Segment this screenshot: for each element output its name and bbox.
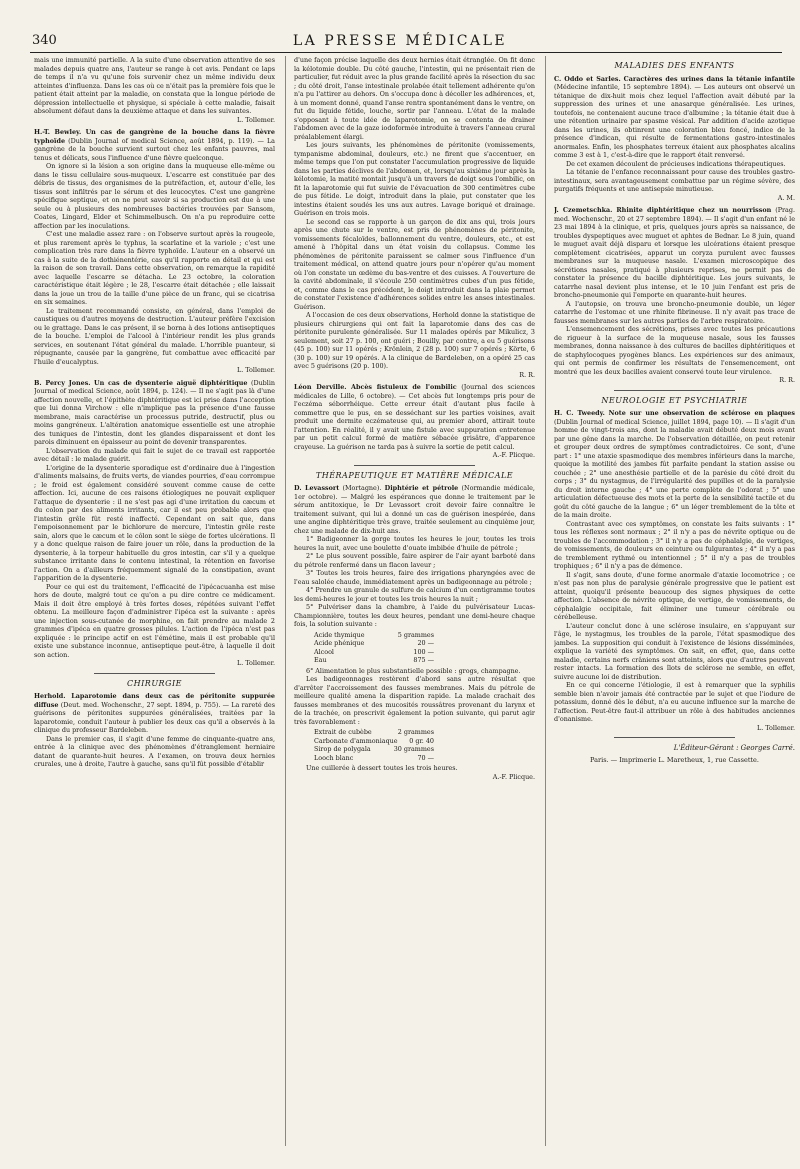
article-author: H. C. Tweedy. [554,409,605,417]
page-number: 340 [32,33,57,48]
paragraph: A l'autopsie, on trouva une broncho-pneumonie double, un léger catarrhe de l'estomac et une rhinite fibrineuse. Il n'y avait pas trace de fausses membranes sur les autres parties de l'arbre respiratoire. [554,299,795,325]
article-heading [34,379,275,447]
signature: A. M. [777,193,795,202]
article-heading [294,383,535,451]
prescription-line [314,745,434,754]
article-author: Léon Derville. [294,383,347,391]
signature: L. Tollemer. [756,723,795,732]
column-rule-2 [545,56,546,1146]
column-rule-1 [285,56,286,1146]
footer-rule [614,737,735,738]
paragraph: A l'occasion de ces deux observations, Herhold donne la statistique de plusieurs chirurgiens qui ont fait la laparotomie dans des cas de péritonite purulente généralisée. Sur 11 malades opérés par Mikulicz, 3 seulement, soit 27 p. 100, ont guéri ; Bouilly, par contre, a eu 5 guérisons (45 p. 100) sur 11 opérés ; Krönlein, 2 (28 p. 100) sur 7 opérés ; Körte, 6 (30 p. 100) sur 19 opérés. A la clinique de Bardeleben, on a opéré 25 cas avec 5 guérisons (20 p. 100). [294,311,535,370]
section-rule [614,390,735,391]
section-rule [94,673,215,674]
ingredient-name: Alcool [314,647,334,656]
section-heading: MALADIES DES ENFANTS [614,61,735,70]
ingredient-quantity: 100 — [413,647,434,656]
list-item: 3° Toutes les trois heures, faire des irrigations pharyngées avec de l'eau salolée chaude, immédiatement après un badigeonnage au pétrole ; [294,569,535,586]
section-heading: THÉRAPEUTIQUE ET MATIÈRE MÉDICALE [315,470,514,480]
publisher-line: L'Éditeur-Gérant : Georges Carré. [673,744,795,752]
article-reference: (Médecine infantile, 15 septembre 1894). — Les auteurs ont observé un tétanique de dix-huit mois chez lequel l'affection avait débuté par la suppression des urines et une anasarque généralisée. Les urines, toutefois, ne contenaient aucune trace d'albumine ; la tétanie était due à une rétention urinaire par spasme vésical. Par addition d'acide azotique dans les urines, ils obtinrent une coloration bleu foncé, indice de la présence d'indican, qui résulte de fermentations gastro-intestinales anormales. Enfin, les phosphates terreux étaient aux phosphates alcalins comme 3 est à 1, c'est-à-dire que le rapport était renversé. [554,83,795,159]
column-3 [554,56,795,1136]
ingredient-name: Acide phénique [314,639,365,647]
section-heading: NEUROLOGIE ET PSYCHIATRIE [601,395,748,405]
article-title: Diphtérie et pétrole [384,484,459,492]
article-title: Note sur une observation de sclérose en plaques [608,409,795,417]
article-place: (Mortagne). [342,484,382,492]
article-reference: (Deut. med. Wochenschr., 27 sept. 1894, p. 755). — La rareté des guérisons de péritonites suppurées généralisées, traitées par la laparotomie, conduit l'auteur à publier les deux cas qu'il a observés à la clinique du professeur Bardeleben. [34,700,275,734]
paragraph: Le second cas se rapporte à un garçon de dix ans qui, trois jours après une chute sur le ventre, est pris de phénomènes de péritonite, vomissements fécaloïdes, ballonnement du ventre, douleurs, etc., et est amené à l'hôpital dans un état voisin du collapsus. Comme les phénomènes de péritonite paraissent se calmer sous l'influence d'un traitement médical, on attend quatre jours pour n'opérer qu'au moment où l'on constate un œdème du bas-ventre et des cuisses. A l'ouverture de la cavité abdominale, il s'écoule 250 centimètres cubes d'un pus fétide, et, comme dans le cas précédent, le doigt introduit dans la plaie permet de constater l'existence d'adhérences solides entre les anses intestinales. Guérison. [294,217,535,311]
list-item: 1° Badigeonner la gorge toutes les heures le jour, toutes les trois heures la nuit, avec une boulette d'ouate imbibée d'huile de pétrole ; [294,535,535,552]
article-heading [34,128,275,162]
running-title: LA PRESSE MÉDICALE [292,33,508,49]
ingredient-quantity: 2 grammes [397,728,434,736]
paragraph: Pour ce qui est du traitement, l'efficacité de l'ipécacuanha est mise hors de doute, malgré tout ce qu'on a pu dire contre ce médicament. Mais il doit être employé à très fortes doses, répétées suivant l'effet obtenu. La meilleure façon d'administrer l'ipéca est la suivante : après une injection sous-cutanée de morphine, on fait prendre au malade 2 grammes d'ipéca en quatre grosses pilules. L'action de l'ipéca n'est pas expliquée : le principe actif en est l'émétine, mais il est probable qu'il existe une substance inconnue, antiseptique peut-être, à laquelle il doit son action. [34,582,275,659]
article-author: J. Czemetschka. [554,206,613,214]
paragraph: En ce qui concerne l'étiologie, il est à remarquer que la syphilis semble bien n'avoir jamais été contractée par le sujet et que l'iodure de potassium, donné dès le début, n'a eu aucune influence sur la marche de l'affection. Peut-être faut-il attribuer un rôle à des habitudes anciennes d'onanisme. [554,681,795,723]
paragraph: L'origine de la dysenterie sporadique est d'ordinaire due à l'ingestion d'aliments malsains, de fruits verts, de viandes pourries, d'eau corrompue ; le froid est également considéré souvent comme cause de cette affection. Ici, aucune de ces raisons étiologiques ne pouvait expliquer l'attaque de dysenterie : il ne s'est pas agi d'une irritation du cæcum et du colon par des aliments irritants, car il est peu probable alors que l'intestin grêle fût resté inaffecté. Cependant on sait que, dans l'empoisonnement par le bichlorure de mercure, l'intestin grêle reste sain, alors que le cæcum et le côlon sont le siège de fortes ulcérations. Il y a donc quelque raison de faire jouer un rôle, dans la production de la dysenterie, à la torpeur habituelle du gros intestin, car s'il y a quelque substance irritante dans le contenu intestinal, la rétention en favorise l'action. On a d'ailleurs fréquemment signalé de la constipation, avant l'apparition de la dysenterie. [34,463,275,582]
prescription-1 [314,631,535,665]
article-reference: (Normandie médicale, 1er octobre). — Malgré les espérances que donne le traitement par le sérum antitoxique, le Dr Levassort croit devoir faire connaître le traitement suivant, qui lui a donné un cas de guérison inespérée, dans une angine diphtéritique très grave, traitée seulement au cinquième jour, chez une malade de dix-huit ans. [294,484,535,535]
paragraph: Une cuillerée à dessert toutes les trois heures. [306,764,458,772]
paragraph: 6° Alimentation le plus substantielle possible : grogs, champagne. [306,666,521,675]
column-2 [294,56,535,1136]
ingredient-quantity: 30 grammes [393,745,434,753]
article-reference: (Prag. med. Wochenschr., 20 et 27 septembre 1894). — Il s'agit d'un enfant né le 23 mai 1894 à la clinique, et pris, quelques jours après sa naissance, de troubles dyspeptiques avec muguet et aphtes de Bednar. Le 8 juin, quand le muguet avait déjà disparu et lorsque les ulcérations étaient presque complètement cicatrisées, apparut un coryza purulent avec fausses membranes sur la muqueuse nasale. L'examen microscopique des sécrétions nasales, pratiqué à plusieurs reprises, ne permit pas de constater la présence du bacille diphtéritique. Les jours suivants, le catarrhe nasal devient plus intense, et le 10 juin l'enfant est pris de broncho-pneumonie qui l'emporte en quarante-huit heures. [554,206,795,299]
article-title: Laparotomie dans deux cas de péritonite suppurée diffuse [34,692,275,709]
section-heading: CHIRURGIE [127,678,182,688]
article-heading [554,75,795,160]
prescription-line [314,737,434,746]
prescription-line [314,639,434,648]
article-title: Un cas de dysenterie aiguë diphtéritique [94,378,248,387]
section-rule [354,465,475,466]
ingredient-name: Acide thymique [314,630,365,639]
ingredient-name: Looch blanc [314,753,354,762]
prescription-line [314,754,434,763]
paragraph: C'est une maladie assez rare : on l'observe surtout après la rougeole, et plus rarement après le typhus, la scarlatine et la variole ; c'est une complication très rare dans la fièvre typhoïde. L'auteur en a observé un cas à la suite de la dothiénentérie, cas qu'il rapporte en détail et qui est la raison de son travail. Dans cette observation, on remarque la rapidité avec laquelle l'escarre se détacha. Le 23 octobre, la coloration caractéristique était légère ; le 28, l'escarre était détachée ; elle laissait dans la joue un trou de la taille d'une pièce de un franc, qui se cicatrisa en six semaines. [34,230,275,306]
article-reference: (Journal des sciences médicales de Lille, 6 octobre). — Cet abcès fut longtemps pris pour de l'eczéma séborrhéique. Cette erreur était d'autant plus facile à commettre que le pus, en se desséchant sur les parties voisines, avait produit une dermite eczémateuse qui, au premier abord, attirait toute l'attention. En réalité, il y avait une fistule avec suppuration entretenue par un petit calcul formé de matière sébacée grisâtre, d'apparence crayeuse. La guérison ne tarda pas à suivre la sortie de petit calcul. [294,383,535,451]
signature: L. Tollemer. [236,115,275,124]
article-reference: (Dublin Journal of medical Science, juillet 1894, page 10). — Il s'agit d'un homme de vingt-trois ans, dont la maladie avait débuté deux mois avant par une gêne dans la marche. De l'observation détaillée, on peut retenir et grouper deux ordres de symptômes contradictoires. Ce sont, d'une part : 1° une ataxie spasmodique des membres inférieurs dans la marche, quoique la motilité des jambes fût parfaite pendant la station assise ou couchée ; 2° une anesthésie partielle et de la parésie du côté droit du corps ; 3° du nystagmus, de l'irrégularité des pupilles et de la paralysie du droit interne gauche ; 4° une perte complète de l'odorat ; 5° une articulation défectueuse des mots et la perte de la sensibilité tactile et du goût du côté gauche de la langue ; 6° un léger tremblement de la tête et de la main droite. [554,417,795,519]
signature: R. R. [779,376,795,384]
prescription-line [314,656,434,665]
ingredient-quantity: 5 grammes [397,630,434,639]
signature: L. Tollemer. [236,659,275,667]
article-heading [554,206,795,300]
article-author: Herhold. [34,692,66,700]
paragraph: Dans le premier cas, il s'agit d'une femme de cinquante-quatre ans, entrée à la clinique avec des phénomènes d'étranglement herniaire datant de quarante-huit heures. A l'examen, on trouva deux hernies crurales, une à droite, l'autre à gauche, sans qu'il fût possible d'établir [34,734,275,768]
paragraph: Les jours suivants, les phénomènes de péritonite (vomissements, tympanisme abdominal, douleurs, etc.) ne firent que s'accentuer, en même temps que l'on put constater l'accumulation progressive de liquide dans les parties déclives de l'abdomen, et, lorsqu'au sixième jour après la kélotomie, la matité montait jusqu'à un travers de doigt sous l'ombilic, on fit la laparotomie qui fut suivie de l'évacuation de 300 centimètres cube de pus fétide. Le doigt, introduit dans la plaie, put constater que les intestins étaient soudés les uns aux autres. Lavage boriqué et drainage. Guérison en trois mois. [294,141,535,217]
paragraph: La tétanie de l'enfance reconnaissant pour cause des troubles gastro-intestinaux, sera avantageusement combattue par un régime sévère, des purgatifs fréquents et une antisepsie minutieuse. [554,168,795,193]
ingredient-quantity: 70 — [417,753,434,762]
prescription-2 [314,728,535,762]
column-1 [34,56,275,1136]
list-item: 4° Prendre un granule de sulfure de calcium d'un centigramme toutes les demi-heures le jour et toutes les trois heures la nuit ; [294,586,535,603]
paragraph: mais une immunité partielle. A la suite d'une observation attentive de ses malades depuis quatre ans, l'auteur se range à cet avis. Pendant ce laps de temps il n'a vu qu'une fois survenir chez un même individu deux atteintes d'influenza. Dans les cas où ce n'était pas la première fois que le patient était atteint par la maladie, on constata que la longue période de dépression intellectuelle et physique, si spéciale à cette maladie, faisait absolument défaut dans la deuxième attaque et dans les suivantes. [34,56,275,115]
header-rule [30,52,782,53]
signature: R. R. [519,370,535,379]
prescription-line [314,728,434,737]
ingredient-name: Sirop de polygala [314,745,371,753]
printer-line: Paris. — Imprimerie L. Maretheux, 1, rue Cassette. [590,755,759,764]
article-title: Abcès fistuleux de l'ombilic [351,383,457,391]
ingredient-name: Eau [314,656,327,664]
prescription-line [314,648,434,657]
paragraph: De cet examen découlent de précieuses indications thérapeutiques. [566,159,786,168]
paragraph: Il s'agit, sans doute, d'une forme anormale d'ataxie locomotrice ; ce n'est pas non plus de paralysie générale progressive que le patient est atteint, quoiqu'il présente beaucoup des signes physiques de cette affection. L'absence de névrite optique, de vertige, de vomissements, de céphalalgie occipitale, fait éliminer une tumeur cérébrale ou cérébelleuse. [554,570,795,621]
ingredient-quantity: 0 gr. 40 [409,736,434,745]
article-heading [554,409,795,520]
signature: L. Tollemer. [236,366,275,374]
signature: A.-F. Plicque. [492,451,535,459]
ingredient-name: Extrait de cubèbe [314,728,372,736]
paragraph: Les badigeonnages restèrent d'abord sans autre résultat que d'arrêter l'accroissement des fausses membranes. Mais du pétrole de meilleure qualité amena la disparition rapide. La malade crachait des fausses membranes et des mucosités roussâtres provenant du larynx et de la trachée, on prescrivit également la potion suivante, qui parut agir très favorablement : [294,675,535,726]
list-item: 2° Le plus souvent possible, faire aspirer de l'air ayant barboté dans du pétrole renfermé dans un flacon laveur ; [294,552,535,569]
signature: A.-F. Plicque. [492,772,535,781]
paragraph: L'observation du malade qui fait le sujet de ce travail est rapportée avec détail : le malade guérit. [34,446,275,463]
paragraph: Le traitement recommandé consiste, en général, dans l'emploi de caustiques ou d'autres moyens de destruction. L'auteur préfère l'excision ou le grattage. Dans le cas présent, il se borna à des lotions antiseptiques de la bouche. L'emploi de l'alcool à l'intérieur rendit les plus grands services, en soutenant l'état général du malade. L'horrible puanteur, si répugnante, causée par la gangrène, fut combattue avec efficacité par l'huile d'eucalyptus. [34,306,275,366]
article-heading [34,692,275,735]
paragraph: On ignore si la lésion a son origine dans la muqueuse elle-même ou dans le tissu cellulaire sous-muqueux. L'escarre est constituée par des débris de tissus, des organismes de la putréfaction, et, autour d'elle, les tissus sont infiltrés par le sérum et des leucocytes. C'est une gangrène spécifique septique, et on ne peut savoir si sa production est due à une seule ou à plusieurs des nombreuses bactéries trouvées par Sansom, Coates, Lingard, Elder et Schimmelbusch. On n'a pu reproduire cette affection par les inoculations. [34,162,275,230]
ingredient-name: Carbonate d'ammoniaque [314,736,398,745]
paragraph: Contrastant avec ces symptômes, on constate les faits suivants : 1° tous les réflexes sont normaux ; 2° il n'y a pas de névrite optique ou de troubles de l'accommodation ; 3° il n'y a pas de céphalalgie, de vertiges, de vomissements, de douleurs en ceinture ou fulgurantes ; 4° il n'y a pas de tremblement rythmé ou intentionnel ; 5° il n'y a pas de troubles trophiques ; 6° il n'y a pas de démence. [554,519,795,570]
ingredient-quantity: 875 — [413,656,434,664]
article-author: H.-T. Bewley. [34,128,82,136]
article-title: Rhinite diphtéritique chez un nourrisson [616,206,772,214]
article-title: Un cas de gangrène de la bouche dans la fièvre typhoïde [34,128,275,145]
paragraph: L'ensemencement des sécrétions, prises avec toutes les précautions de rigueur à la surface de la muqueuse nasale, sous les fausses membranes, donna naissance à des cultures de bacilles diphtéritiques et de staphylocoques pyogènes blancs. Les expériences sur des animaux, qui ont permis de confirmer les résultats de l'ensemencement, ont montré que les deux bacilles avaient conservé toute leur virulence. [554,325,795,376]
article-author: B. Percy Jones. [34,378,91,387]
paragraph: L'auteur conclut donc à une sclérose insulaire, en s'appuyant sur l'âge, le nystagmus, les troubles de la parole, l'état spasmodique des jambes. La supposition qui conduit à l'existence de lésions disséminées, explique la variété des symptômes. On sait, en effet, que, dans cette maladie, certains nerfs crâniens sont atteints, alors que d'autres peuvent rester intacts. La formation des îlots de sclérose ne semble, en effet, suivre aucune loi de distribution. [554,621,795,681]
article-author: D. Levassort [294,484,340,492]
prescription-line [314,631,434,640]
article-reference: (Dublin Journal of medical Science, août 1894, p. 119). — La gangrène de la bouche survient surtout chez les enfants pauvres, mal tenus et délicats, sous l'influence d'une fièvre quelconque. [34,136,275,162]
article-author: C. Oddo et Sarles. [554,74,621,83]
article-title: Caractères des urines dans la tétanie infantile [623,74,795,83]
article-reference: (Dublin Journal of medical Science, août 1894, p. 124). — Il ne s'agit pas là d'une affection nouvelle, et l'épithète diphtéritique est ici prise dans l'acception que lui donna Virchow : elle n'implique pas la présence d'une fausse membrane, mais caractérise un processus putride, destructif, plus ou moins gangréneux. L'altération anatomique essentielle est une atrophie des tuniques de l'intestin, dont les glandes disparaissent et dont les parois diminuent en épaisseur au point de devenir transparentes. [34,378,275,446]
list-item: 5° Pulvériser dans la chambre, à l'aide du pulvérisateur Lucas-Championnière, toutes les deux heures, pendant une demi-heure chaque fois, la solution suivante : [294,603,535,628]
ingredient-quantity: 20 — [417,639,434,647]
article-heading [294,484,535,535]
paragraph: d'une façon précise laquelle des deux hernies était étranglée. On fit donc la kélotomie double. Du côté gauche, l'intestin, qui ne présentait rien de particulier, fut réduit avec la plus grande facilité après la résection du sac ; du côté droit, l'anse intestinale prolabée était tellement adhérente qu'on n'a pu l'attirer au dehors. On s'occupa donc à décoller les adhérences, et, à un moment donné, quand l'anse rentra spontanément dans le ventre, on fut du liquide fétide, louche, sortir par l'anneau. L'état de la malade s'opposant à toute idée de laparotomie, on se contenta de drainer l'abdomen avec de la gaze iodoformée introduite à travers l'anneau crural préalablement élargi. [294,56,535,141]
